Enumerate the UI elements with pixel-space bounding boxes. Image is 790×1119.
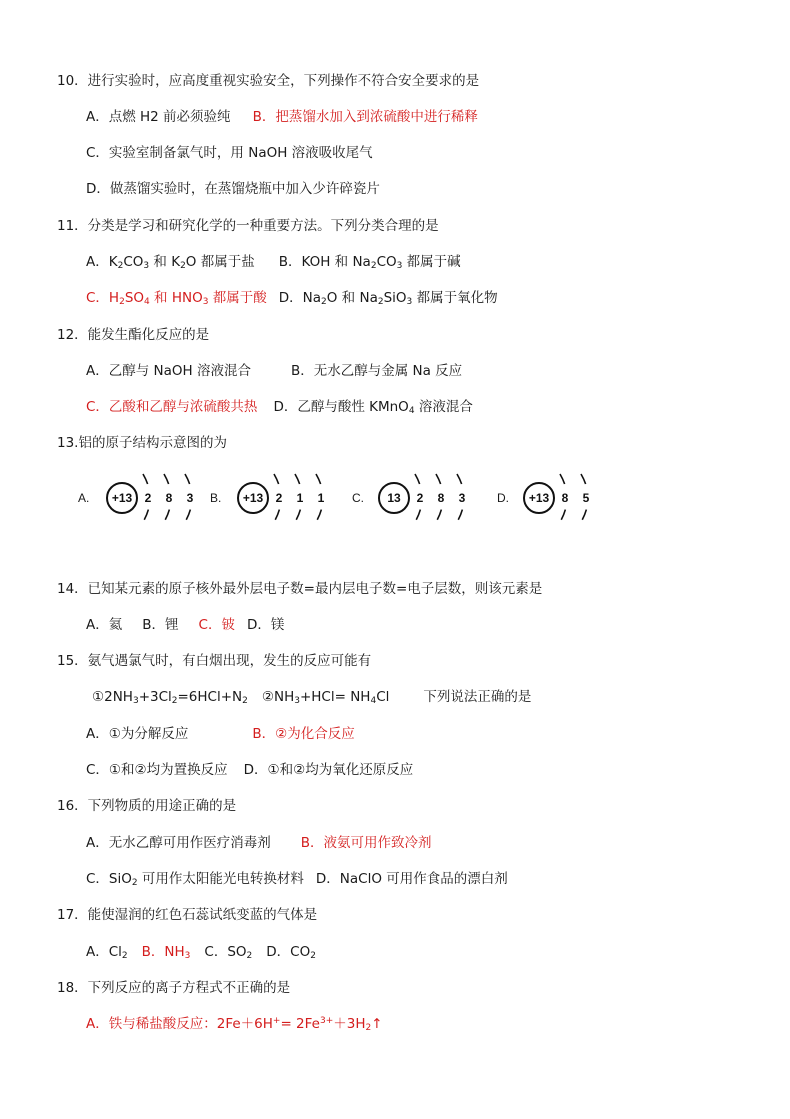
q16-options-ab [86, 834, 432, 852]
q11-stem: 11．分类是学习和研究化学的一种重要方法。下列分类合理的是 [57, 218, 439, 234]
q12-option-b: B．无水乙醇与金属 Na 反应 [290, 363, 463, 379]
q17-option-c: C．$SO_2$ [204, 944, 253, 961]
q12-options-ab [86, 362, 462, 380]
q16-stem: 16．下列物质的用途正确的是 [57, 798, 237, 814]
atom-diagram-c [352, 474, 466, 522]
q18-stem: 18．下列反应的离子方程式不正确的是 [57, 980, 291, 996]
q18-option-a: A．铁与稀盐酸反应：$2Fe+6H^+= 2Fe^{3+}+3H_2↑$ [86, 1016, 383, 1033]
q15-equations [92, 688, 531, 706]
q15-option-c: C．①和②均为置换反应 [86, 762, 228, 778]
atom-diagram-a [78, 474, 194, 522]
q16-options-cd [86, 870, 508, 888]
q12-option-a: A．乙醇与 NaOH 溶液混合 [86, 363, 251, 379]
q10-option-a: A．点燃 H2 前必须验纯 [86, 109, 231, 125]
shell-electron-count: 8 [165, 491, 173, 505]
q14-option-c: C．铍 [198, 617, 235, 633]
atom-diagram-label: D. [497, 491, 509, 505]
shell-electron-count: 3 [186, 491, 194, 505]
q15-option-d: D．①和②均为氧化还原反应 [243, 762, 414, 778]
atom-diagram-d [497, 474, 590, 522]
q14-option-d: D．镁 [246, 617, 285, 633]
q11-option-c: C．$H_2SO_4$ 和 $HNO_3$ 都属于酸 [86, 290, 267, 307]
nucleus-charge: +13 [242, 491, 264, 505]
atom-diagrams [0, 460, 790, 530]
nucleus-charge: 13 [387, 491, 401, 505]
q11-option-a: A．$K_2CO_3$ 和 $K_2O$ 都属于盐 [86, 254, 255, 271]
q10-option-b: B．把蒸馏水加入到浓硫酸中进行稀释 [252, 109, 478, 125]
q16-option-b: B．液氨可用作致冷剂 [300, 835, 432, 851]
shell-electron-count: 5 [582, 491, 590, 505]
q10-options [86, 108, 478, 126]
q15-options-cd [86, 761, 413, 779]
q12-option-d: D．乙醇与酸性 KMnO$_4$ 溶液混合 [273, 399, 473, 416]
q11-options-cd [86, 289, 498, 307]
q15-equation-2: $②NH_3+HCl= NH_4Cl$ [261, 689, 390, 706]
q14-stem: 14．已知某元素的原子核外最外层电子数=最内层电子数=电子层数，则该元素是 [57, 581, 543, 597]
q17-option-a: A．$Cl_2$ [86, 944, 128, 961]
q14-options [86, 616, 284, 634]
q11-option-d: D．$Na_2O$ 和 $Na_2SiO_3$ 都属于氧化物 [278, 290, 498, 307]
shell-electron-count: 2 [416, 491, 424, 505]
q12-option-c: C．乙酸和乙醇与浓硫酸共热 [86, 399, 258, 415]
atom-diagram-label: B. [210, 491, 222, 505]
q14-option-a: A．氦 [86, 617, 123, 633]
nucleus-charge: +13 [528, 491, 550, 505]
q15-stem: 15．氨气遇氯气时，有白烟出现，发生的反应可能有 [57, 653, 372, 669]
q17-options [86, 943, 316, 961]
q16-option-a: A．无水乙醇可用作医疗消毒剂 [86, 835, 271, 851]
q14-option-b: B．锂 [142, 617, 179, 633]
q17-stem: 17．能使湿润的红色石蕊试纸变蓝的气体是 [57, 907, 318, 923]
shell-electron-count: 2 [275, 491, 283, 505]
q17-option-b: B．$NH_3$ [141, 944, 191, 961]
q16-option-d: D．NaClO 可用作食品的漂白剂 [315, 871, 508, 887]
q13-stem: 13.铝的原子结构示意图的为 [57, 435, 227, 451]
q16-option-c: C．SiO$_2$ 可用作太阳能光电转换材料 [86, 871, 304, 888]
q17-option-d: D．$CO_2$ [266, 944, 316, 961]
shell-electron-count: 2 [144, 491, 152, 505]
q11-options-ab [86, 253, 461, 271]
q10-stem: 10．进行实验时，应高度重视实验安全，下列操作不符合安全要求的是 [57, 73, 480, 89]
atom-diagram-label: A. [78, 491, 90, 505]
shell-electron-count: 8 [437, 491, 445, 505]
q12-options-cd [86, 398, 473, 416]
shell-electron-count: 3 [458, 491, 466, 505]
shell-electron-count: 1 [296, 491, 304, 505]
nucleus-charge: +13 [111, 491, 133, 505]
q15-equation-1: $①2NH_3+3Cl_2=6HCl+N_2$ [92, 689, 248, 706]
q10-option-c: C．实验室制备氯气时，用 NaOH 溶液吸收尾气 [86, 145, 373, 161]
atom-diagram-label: C. [352, 491, 364, 505]
q15-option-a: A．①为分解反应 [86, 726, 189, 742]
shell-electron-count: 8 [561, 491, 569, 505]
q10-option-d: D．做蒸馏实验时，在蒸馏烧瓶中加入少许碎瓷片 [86, 181, 380, 197]
q15-tail: 下列说法正确的是 [423, 689, 532, 705]
q15-option-b: B．②为化合反应 [252, 726, 355, 742]
q12-stem: 12．能发生酯化反应的是 [57, 327, 210, 343]
atom-diagram-b [210, 474, 325, 522]
q11-option-b: B．KOH 和 $Na_2CO_3$ 都属于碱 [278, 254, 461, 271]
q15-options-ab [86, 725, 355, 743]
shell-electron-count: 1 [317, 491, 325, 505]
